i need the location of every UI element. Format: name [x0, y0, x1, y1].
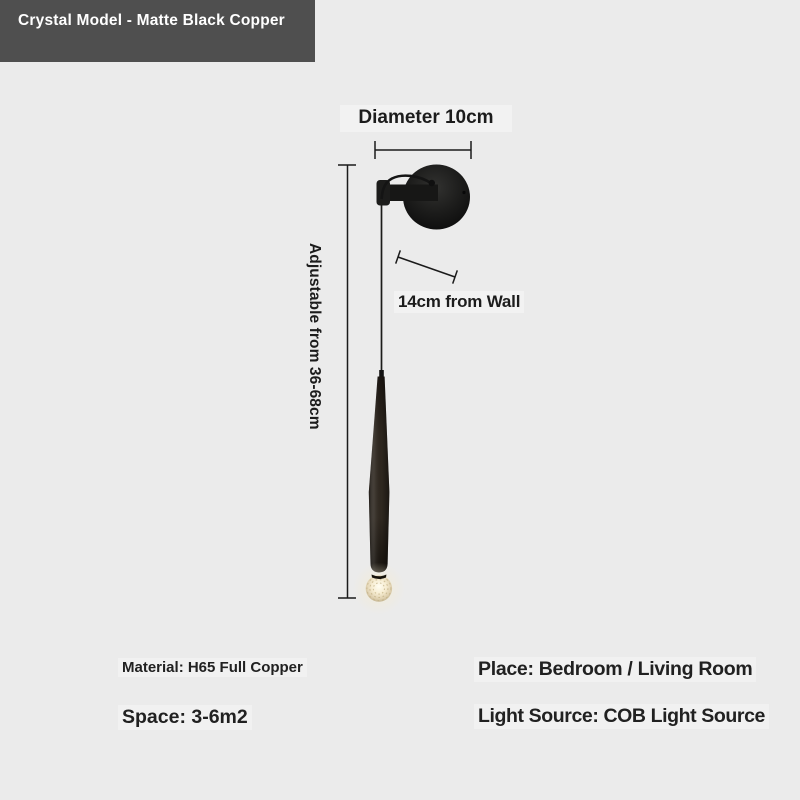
adjustable-height-label: Adjustable from 36-68cm	[306, 243, 323, 430]
space-spec: Space: 3-6m2	[118, 705, 252, 730]
mount-screw-dot	[462, 191, 465, 194]
light-source-spec: Light Source: COB Light Source	[474, 704, 769, 729]
height-dimension-line	[338, 165, 356, 598]
diameter-dimension-line	[375, 141, 471, 159]
cone-pendant	[369, 370, 390, 573]
wire-knob	[429, 180, 435, 186]
material-spec: Material: H65 Full Copper	[118, 658, 307, 677]
wall-distance-dimension-line	[396, 250, 458, 283]
diameter-label: Diameter 10cm	[340, 105, 512, 132]
wall-distance-label: 14cm from Wall	[394, 291, 524, 313]
place-spec: Place: Bedroom / Living Room	[474, 657, 756, 682]
product-title: Crystal Model - Matte Black Copper	[18, 12, 285, 29]
